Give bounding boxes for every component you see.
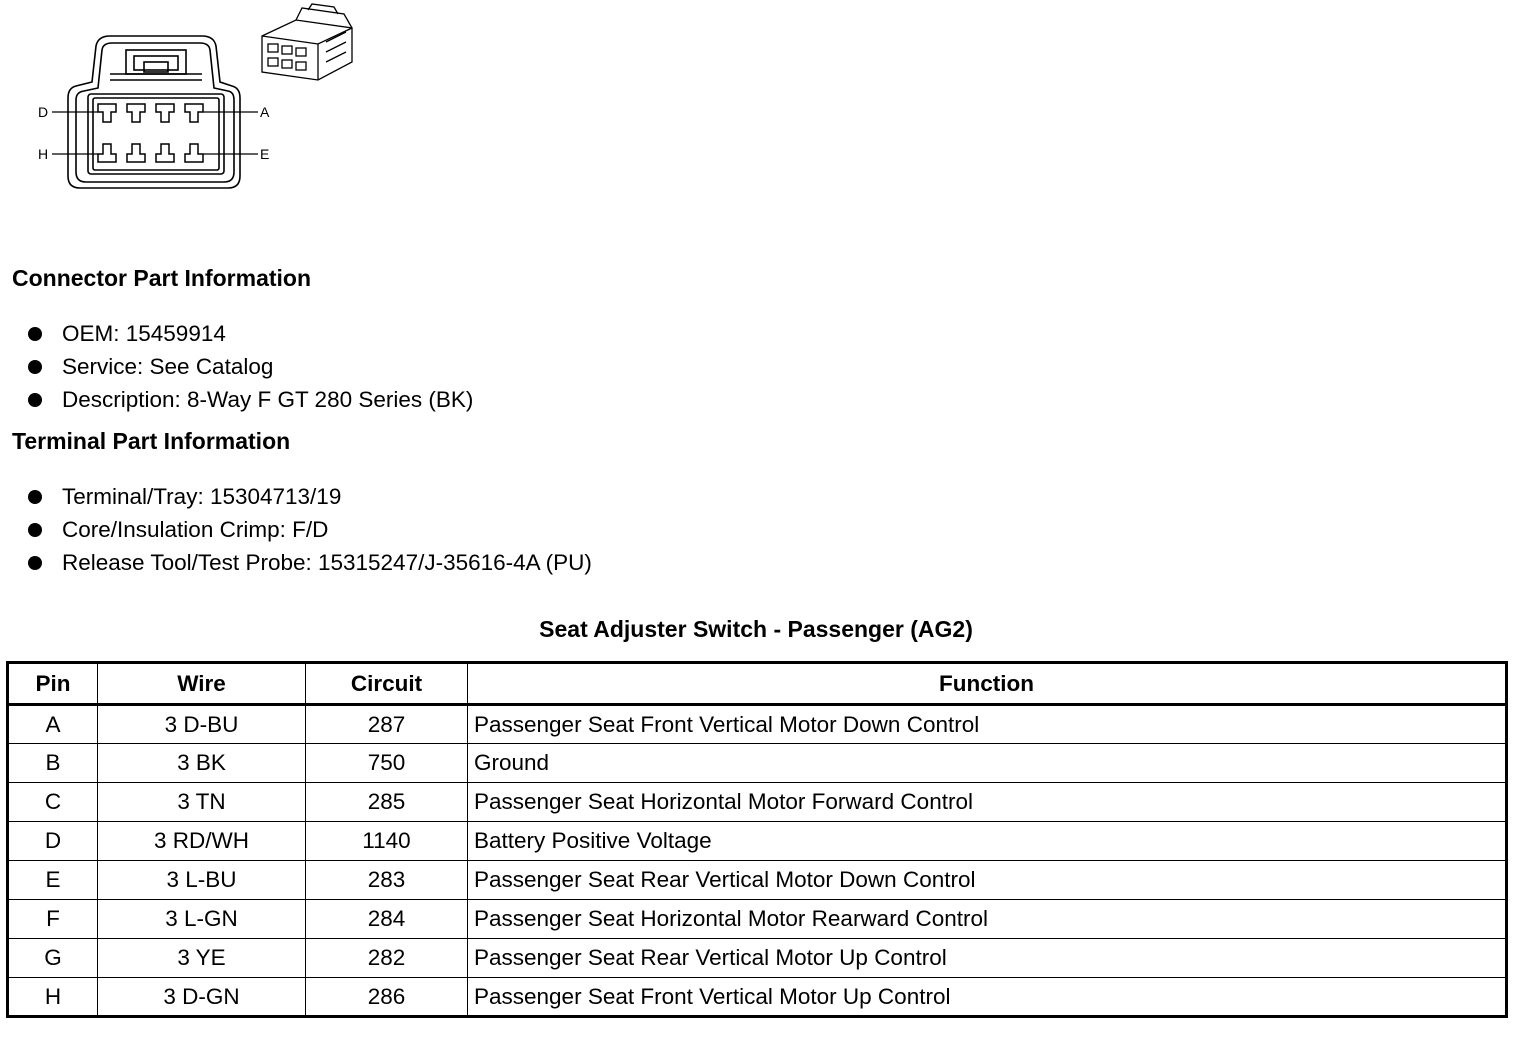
list-item: Service: See Catalog [28, 350, 473, 383]
pin-label-e: E [260, 146, 270, 162]
terminal-e-icon [185, 144, 203, 162]
cell-function: Passenger Seat Horizontal Motor Forward Control [468, 783, 1507, 822]
cell-pin: C [8, 783, 98, 822]
terminal-f-icon [156, 144, 174, 162]
terminal-c-icon [127, 104, 145, 122]
terminal-b-icon [156, 104, 174, 122]
bullet-icon [28, 327, 42, 341]
cell-pin: H [8, 978, 98, 1017]
cell-circuit: 287 [306, 705, 468, 744]
table-row [8, 861, 1507, 900]
cell-pin: G [8, 939, 98, 978]
cell-pin: F [8, 900, 98, 939]
table-row [8, 783, 1507, 822]
cell-pin: A [8, 705, 98, 744]
list-item: Release Tool/Test Probe: 15315247/J-35616-4A (PU) [28, 546, 592, 579]
terminal-d-icon [98, 104, 116, 122]
connector-part-list [28, 317, 473, 416]
connector-face-diagram [30, 28, 280, 198]
cell-wire: 3 D-BU [98, 705, 306, 744]
table-header-row [8, 663, 1507, 705]
cell-function: Passenger Seat Front Vertical Motor Down Control [468, 705, 1507, 744]
bullet-icon [28, 490, 42, 504]
terminal-h-icon [98, 144, 116, 162]
cell-circuit: 284 [306, 900, 468, 939]
list-item: Description: 8-Way F GT 280 Series (BK) [28, 383, 473, 416]
cell-circuit: 1140 [306, 822, 468, 861]
list-item: Terminal/Tray: 15304713/19 [28, 480, 592, 513]
header-circuit: Circuit [306, 663, 468, 705]
cell-function: Passenger Seat Horizontal Motor Rearward Control [468, 900, 1507, 939]
pin-label-d: D [38, 104, 49, 120]
list-item: OEM: 15459914 [28, 317, 473, 350]
header-wire: Wire [98, 663, 306, 705]
terminal-part-list [28, 480, 592, 579]
list-item: Core/Insulation Crimp: F/D [28, 513, 592, 546]
cell-circuit: 750 [306, 744, 468, 783]
cell-function: Passenger Seat Rear Vertical Motor Up Control [468, 939, 1507, 978]
cell-wire: 3 BK [98, 744, 306, 783]
header-pin: Pin [8, 663, 98, 705]
table-row [8, 978, 1507, 1017]
cell-pin: D [8, 822, 98, 861]
bullet-icon [28, 360, 42, 374]
cell-wire: 3 D-GN [98, 978, 306, 1017]
cell-function: Passenger Seat Rear Vertical Motor Down Control [468, 861, 1507, 900]
pin-label-a: A [260, 104, 270, 120]
bullet-icon [28, 556, 42, 570]
table-row [8, 705, 1507, 744]
cell-circuit: 283 [306, 861, 468, 900]
header-function: Function [468, 663, 1507, 705]
cell-circuit: 285 [306, 783, 468, 822]
connector-isometric-icon [256, 2, 360, 84]
table-row [8, 822, 1507, 861]
cell-function: Battery Positive Voltage [468, 822, 1507, 861]
bullet-icon [28, 523, 42, 537]
pin-table [6, 661, 1508, 1018]
cell-function: Passenger Seat Front Vertical Motor Up Control [468, 978, 1507, 1017]
pin-label-h: H [38, 146, 49, 162]
table-row [8, 939, 1507, 978]
terminal-a-icon [185, 104, 203, 122]
table-row [8, 744, 1507, 783]
bullet-icon [28, 393, 42, 407]
cell-pin: B [8, 744, 98, 783]
cell-wire: 3 YE [98, 939, 306, 978]
cell-function: Ground [468, 744, 1507, 783]
cell-wire: 3 RD/WH [98, 822, 306, 861]
cell-wire: 3 TN [98, 783, 306, 822]
table-title: Seat Adjuster Switch - Passenger (AG2) [539, 616, 973, 642]
cell-pin: E [8, 861, 98, 900]
table-row [8, 900, 1507, 939]
terminal-part-heading: Terminal Part Information [12, 428, 291, 454]
cell-circuit: 282 [306, 939, 468, 978]
connector-part-heading: Connector Part Information [12, 265, 312, 291]
cell-circuit: 286 [306, 978, 468, 1017]
cell-wire: 3 L-BU [98, 861, 306, 900]
terminal-g-icon [127, 144, 145, 162]
cell-wire: 3 L-GN [98, 900, 306, 939]
